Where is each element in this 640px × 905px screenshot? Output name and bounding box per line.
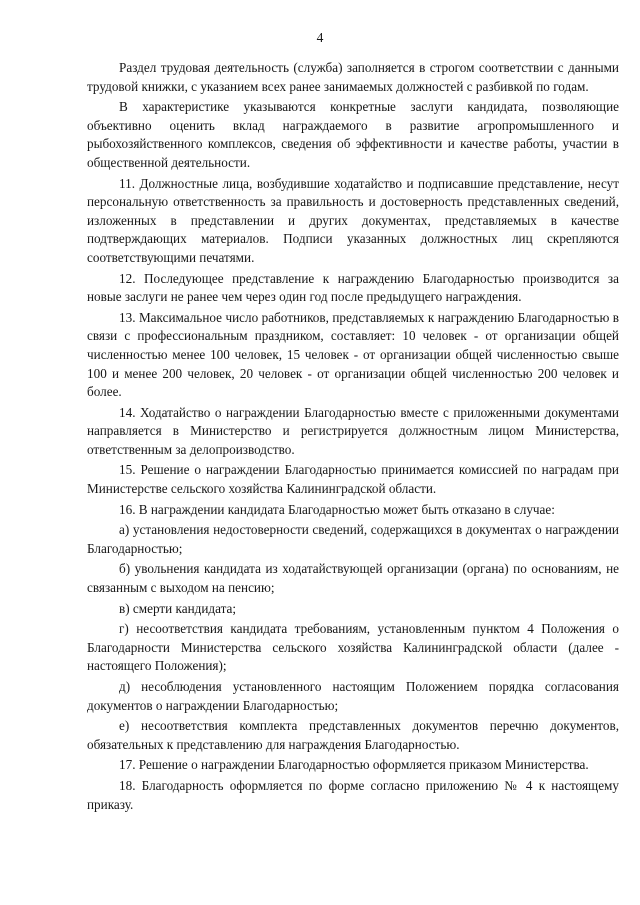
paragraph-item-16-d: д) несоблюдения установленного настоящим Положением порядка согласования документов о награждении Благодарностью;	[87, 679, 619, 713]
paragraph-item-16-a: а) установления недостоверности сведений, содержащихся в документах о награждении Благодарностью;	[87, 522, 619, 556]
paragraph-item-16-v: в) смерти кандидата;	[119, 600, 237, 616]
paragraph-item-16-g: г) несоответствия кандидата требованиям, установленным пунктом 4 Положения о Благодарности Министерства сельского хозяйства Калининградской области (далее - настоящего Положения);	[87, 621, 619, 674]
paragraph-item-16-e: е) несоответствия комплекта представленных документов перечню документов, обязательных к представлению для награждения Благодарностью.	[87, 718, 619, 752]
paragraph-item-15: 15. Решение о награждении Благодарностью принимается комиссией по наградам при Министерстве сельского хозяйства Калининградской области.	[87, 462, 619, 497]
paragraph-characteristic: В характеристике указываются конкретные заслуги кандидата, позволяющие объективно оценить вклад награждаемого в развитие агропромышленного и рыбохозяйственного комплексов, сведения об эффективности и качестве работы, участии в общественной деятельности.	[87, 99, 619, 170]
paragraph-item-18: 18. Благодарность оформляется по форме согласно приложению № 4 к настоящему приказу.	[87, 777, 619, 812]
paragraph-item-16: 16. В награждении кандидата Благодарностью может быть отказано в случае:	[119, 501, 555, 517]
document-body	[87, 59, 619, 814]
paragraph-item-13: 13. Максимальное число работников, представляемых к награждению Благодарностью в связи с профессиональным праздником, составляет: 10 человек - от организации общей численностью менее 100 человек, 15 человек - от организации общей численностью свыше 100 и менее 200 человек, 20 человек - от организации общей численностью 200 человек и более.	[87, 309, 619, 400]
paragraph-item-16-b: б) увольнения кандидата из ходатайствующей организации (органа) по основаниям, не связанным с выходом на пенсию;	[87, 561, 619, 596]
paragraph-item-14: 14. Ходатайство о награждении Благодарностью вместе с приложенными документами направляется в Министерство и регистрируется должностным лицом Министерства, ответственным за делопроизводство.	[87, 404, 619, 457]
paragraph-item-17: 17. Решение о награждении Благодарностью оформляется приказом Министерства.	[119, 757, 589, 773]
page-number: 4	[316, 30, 324, 45]
paragraph-labor-section: Раздел трудовая деятельность (служба) заполняется в строгом соответствии с данными трудовой книжки, с указанием всех ранее занимаемых должностей с разбивкой по годам.	[87, 60, 619, 94]
paragraph-item-11: 11. Должностные лица, возбудившие ходатайство и подписавшие представление, несут персональную ответственность за правильность и достоверность представленных сведений, изложенных в представлении и других документах, представляемых в качестве подтверждающих материалов. Подписи указанных должностных лиц скрепляются соответствующими печатями.	[87, 175, 619, 265]
paragraph-item-12: 12. Последующее представление к награждению Благодарностью производится за новые заслуги не ранее чем через один год после предыдущего награждения.	[87, 270, 619, 305]
